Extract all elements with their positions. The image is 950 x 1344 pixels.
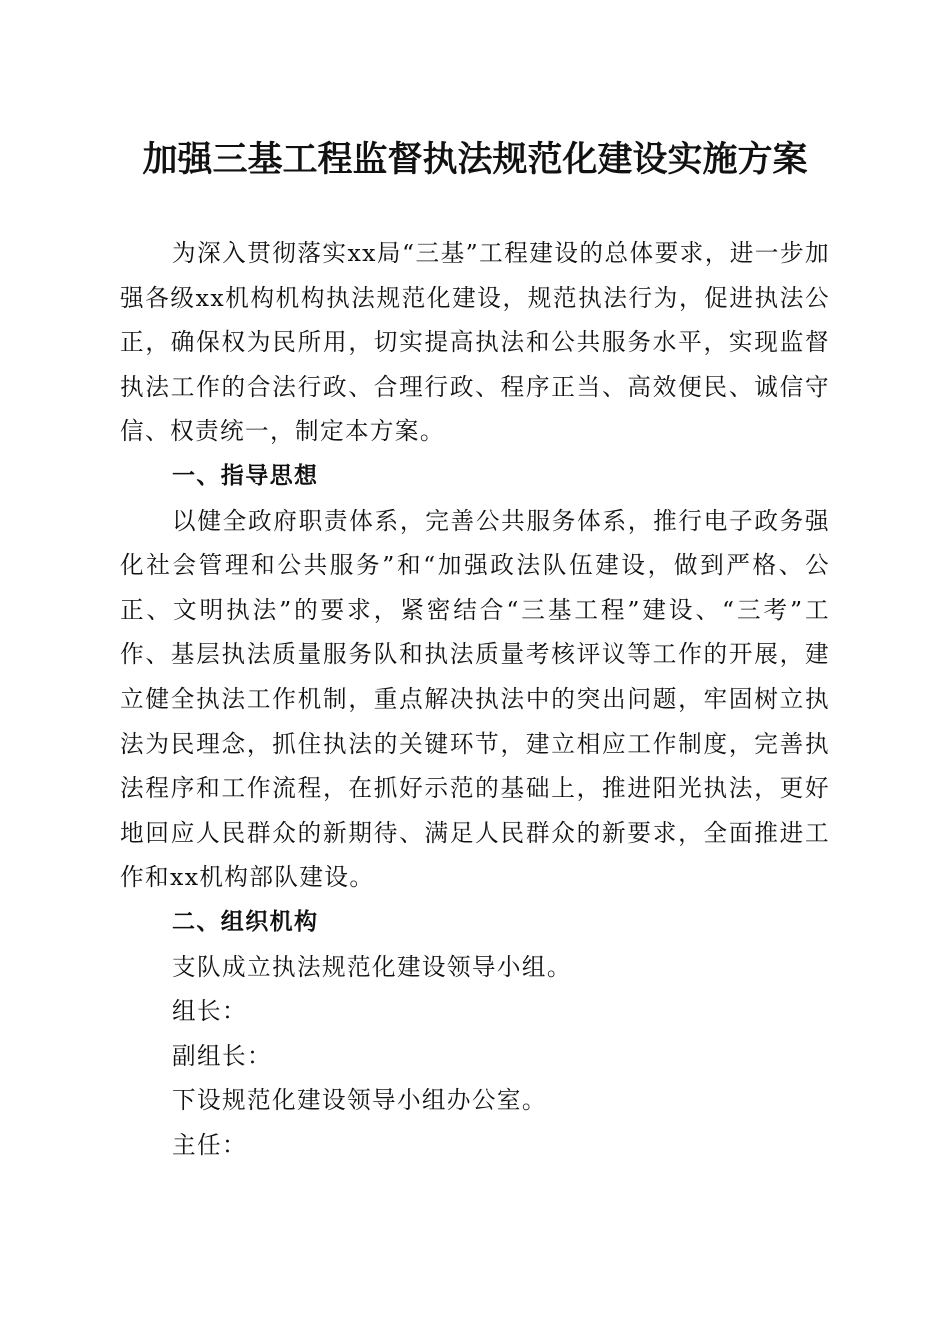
organization-line-deputy-leader: 副组长： (172, 1041, 272, 1070)
section-heading-guiding-thought: 一、指导思想 (172, 462, 319, 489)
intro-paragraph: 为深入贯彻落实xx局“三基”工程建设的总体要求，进一步加强各级xx机构机构执法规范化建设，规范执法行为，促进执法公正，确保权为民所用，切实提高执法和公共服务水平，实现监督执法工作的合法行政、合理行政、程序正当、高效便民、诚信守信、权责统一，制定本方案。 (120, 239, 830, 446)
guiding-thought-paragraph: 以健全政府职责体系，完善公共服务体系，推行电子政务强化社会管理和公共服务”和“加强政法队伍建设，做到严格、公正、文明执法”的要求，紧密结合“三基工程”建设、“三考”工作、基层执法质量服务队和执法质量考核评议等工作的开展，建立健全执法工作机制，重点解决执法中的突出问题，牢固树立执法为民理念，抓住执法的关键环节，建立相应工作制度，完善执法程序和工作流程，在抓好示范的基础上，推进阳光执法，更好地回应人民群众的新期待、满足人民群众的新要求，全面推进工作和xx机构部队建设。 (120, 506, 830, 892)
organization-line: 支队成立执法规范化建设领导小组。 (172, 952, 572, 981)
organization-line-leader: 组长： (172, 997, 247, 1026)
organization-line-director: 主任： (172, 1130, 247, 1159)
section-heading-organization: 二、组织机构 (172, 908, 319, 935)
document-body (120, 231, 830, 1167)
organization-line-office: 下设规范化建设领导小组办公室。 (172, 1086, 547, 1115)
document-title: 加强三基工程监督执法规范化建设实施方案 (142, 139, 808, 180)
